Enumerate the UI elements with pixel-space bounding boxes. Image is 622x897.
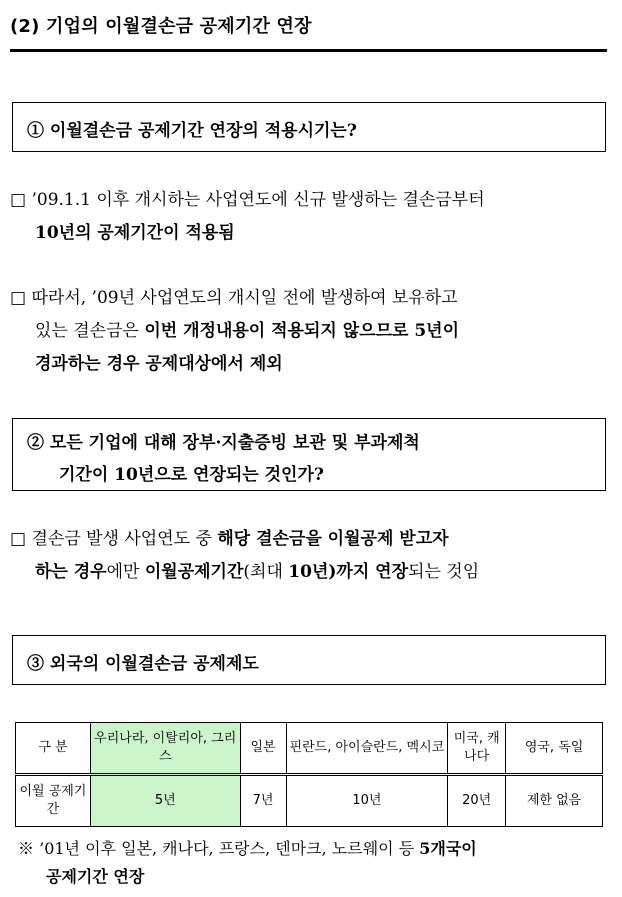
- table-row: [16, 775, 603, 827]
- table-header-cell: 핀란드, 아이슬란드, 멕시코: [286, 723, 448, 775]
- table-header-cell-korea: 우리나라, 이탈리아, 그리스: [90, 723, 240, 775]
- paragraph-3-text-1b: 해당 결손금을 이월공제 받고자: [217, 529, 449, 549]
- paragraph-2-text-2a: 있는 결손금은: [35, 321, 145, 341]
- table-cell: 제한 없음: [506, 775, 603, 827]
- footnote-text-1b: 5개국이: [419, 839, 477, 858]
- title-divider: [10, 49, 607, 52]
- foreign-system-table: [15, 722, 603, 827]
- paragraph-2-line-1: [10, 282, 459, 315]
- footnote: [18, 835, 477, 891]
- paragraph-1-line-1: [10, 184, 485, 217]
- table-header-cell: 영국, 독일: [506, 723, 603, 775]
- table-cell: 7년: [240, 775, 286, 827]
- table-row-label: 이월 공제기간: [16, 775, 91, 827]
- question-box-1: [12, 102, 606, 152]
- table-cell-korea: 5년: [90, 775, 240, 827]
- paragraph-1-text-1: ’09.1.1 이후 개시하는 사업연도에 신규 발생하는 결손금부터: [31, 190, 485, 210]
- paragraph-3-text-2d: (최대: [243, 562, 289, 582]
- paragraph-2-line-3: [10, 348, 459, 381]
- footnote-line-2: 공제기간 연장: [46, 867, 145, 886]
- paragraph-2-text-2b: 이번 개정내용이 적용되지 않으므로 5년이: [144, 321, 460, 341]
- question-1-text: ① 이월결손금 공제기간 연장의 적용시기는?: [27, 121, 357, 141]
- reference-mark-icon: ※: [18, 839, 35, 858]
- question-box-3: [12, 635, 606, 685]
- table-header-cell: 구 분: [16, 723, 91, 775]
- paragraph-2-line-2: [10, 315, 459, 348]
- paragraph-3-line-2: [10, 556, 479, 589]
- checkbox-bullet-icon: □: [10, 288, 27, 308]
- table-header-cell: 일본: [240, 723, 286, 775]
- paragraph-2-text-1: 따라서, ’09년 사업연도의 개시일 전에 발생하여 보유하고: [31, 288, 458, 308]
- paragraph-1-line-2: [10, 217, 485, 250]
- paragraph-3-line-1: [10, 523, 479, 556]
- paragraph-2: [10, 282, 459, 381]
- question-box-2: [12, 418, 606, 491]
- question-3-text: ③ 외국의 이월결손금 공제제도: [27, 654, 259, 674]
- paragraph-3-text-2f: 되는 것임: [408, 562, 480, 582]
- paragraph-1-text-2: 10년의 공제기간이 적용됨: [35, 223, 235, 243]
- table-header-row: [16, 723, 603, 775]
- table-cell: 20년: [448, 775, 506, 827]
- paragraph-3-text-1a: 결손금 발생 사업연도 중: [31, 529, 218, 549]
- footnote-text-1a: ’01년 이후 일본, 캐나다, 프랑스, 덴마크, 노르웨이 등: [39, 839, 420, 858]
- section-title: (2) 기업의 이월결손금 공제기간 연장: [10, 16, 312, 37]
- paragraph-3-text-2e: 10년)까지 연장: [288, 562, 409, 582]
- checkbox-bullet-icon: □: [10, 190, 27, 210]
- paragraph-2-text-3: 경과하는 경우 공제대상에서 제외: [35, 354, 283, 374]
- table-cell: 10년: [286, 775, 448, 827]
- question-2-line-1: ② 모든 기업에 대해 장부·지출증빙 보관 및 부과제척: [27, 433, 420, 453]
- footnote-line-1: [18, 835, 477, 863]
- question-2-line-2: 기간이 10년으로 연장되는 것인가?: [59, 465, 324, 485]
- table-header-cell: 미국, 캐나다: [448, 723, 506, 775]
- paragraph-3-text-2c: 이월공제기간: [144, 562, 244, 582]
- checkbox-bullet-icon: □: [10, 529, 27, 549]
- paragraph-3-text-2a: 하는 경우: [35, 562, 107, 582]
- paragraph-1: [10, 184, 485, 250]
- paragraph-3-text-2b: 에만: [106, 562, 145, 582]
- paragraph-3: [10, 523, 479, 589]
